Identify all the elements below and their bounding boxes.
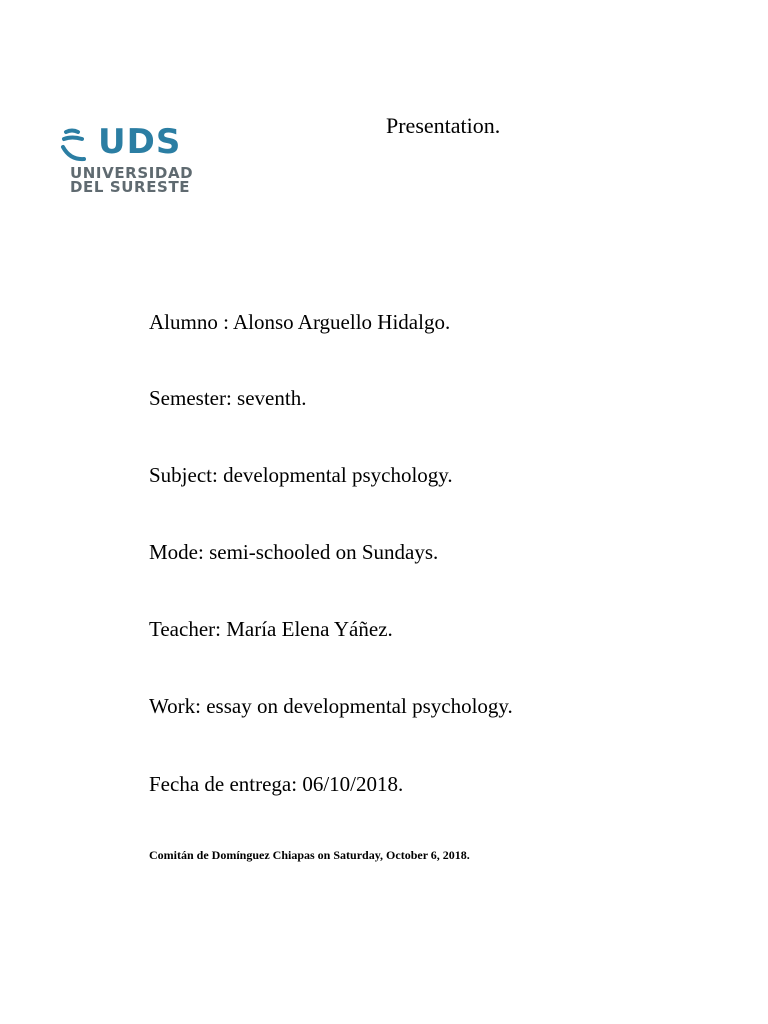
logo-wordmark: UDS	[98, 122, 182, 162]
logo-subtitle-line-1: UNIVERSIDAD	[70, 164, 194, 182]
logo-subtitle-line-2: DEL SURESTE	[70, 178, 191, 196]
place-and-date: Comitán de Domínguez Chiapas on Saturday, October 6, 2018.	[149, 848, 470, 862]
work-field: Work: essay on developmental psychology.	[149, 694, 513, 718]
mode-field: Mode: semi-schooled on Sundays.	[149, 540, 439, 564]
university-logo	[60, 122, 220, 198]
page-title: Presentation.	[386, 113, 501, 138]
subject-field: Subject: developmental psychology.	[149, 463, 453, 487]
student-field: Alumno : Alonso Arguello Hidalgo.	[149, 310, 451, 334]
teacher-field: Teacher: María Elena Yáñez.	[149, 617, 393, 641]
delivery-date-field: Fecha de entrega: 06/10/2018.	[149, 772, 404, 796]
uds-wave-mark-icon	[60, 126, 100, 166]
semester-field: Semester: seventh.	[149, 386, 307, 410]
